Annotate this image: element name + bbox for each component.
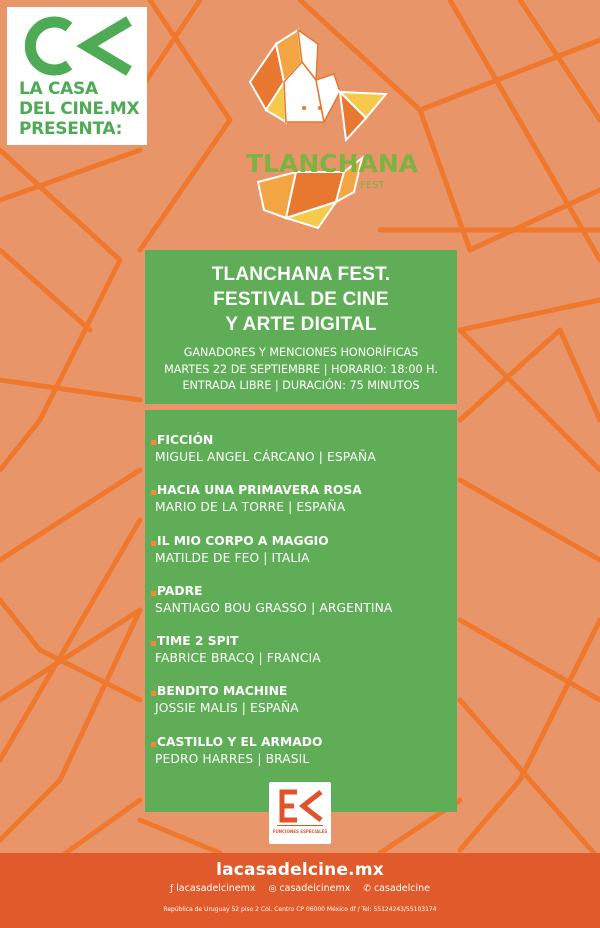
net-line [460, 700, 600, 860]
net-line [0, 150, 140, 200]
film-director-country: MATILDE DE FEO | ITALIA [155, 550, 310, 565]
net-line [450, 0, 600, 260]
event-title-line-3: Y ARTE DIGITAL [225, 314, 377, 335]
film-title: HACIA UNA PRIMAVERA ROSA [157, 483, 362, 498]
film-title: BENDITO MACHINE [157, 684, 288, 699]
list-item [154, 482, 454, 532]
net-line [460, 480, 600, 560]
film-director-country: MIGUEL ANGEL CÁRCANO | ESPAÑA [155, 450, 376, 464]
net-line [140, 0, 200, 90]
instagram-link[interactable] [269, 883, 351, 894]
fe-caption: FUNCIONES ESPECIALES [272, 829, 328, 834]
net-line [460, 780, 520, 850]
film-director-country: MARIO DE LA TORRE | ESPAÑA [155, 500, 346, 515]
net-line [0, 470, 140, 560]
facebook-icon: ƒ [169, 884, 174, 894]
list-item [154, 583, 454, 633]
website-link[interactable]: lacasadelcine.mx [216, 860, 384, 880]
net-line [460, 300, 600, 330]
facebook-link[interactable] [170, 883, 256, 894]
event-details [145, 345, 457, 395]
address-text: República de Uruguay 52 piso 2 Col. Centro CP 06000 México df / Tel: 55124243/55103174 [163, 906, 437, 913]
list-item [154, 533, 454, 583]
facebook-handle: lacasadelcinemx [176, 883, 256, 894]
list-item [154, 432, 454, 482]
fe-divider [277, 825, 323, 826]
social-links [0, 883, 600, 895]
film-title: CASTILLO Y EL ARMADO [157, 734, 323, 749]
film-title: TIME 2 SPIT [157, 634, 239, 649]
film-director-country: SANTIAGO BOU GRASSO | ARGENTINA [155, 600, 393, 615]
ck-logo-icon [21, 17, 133, 75]
event-detail-winners: GANADORES Y MENCIONES HONORÍFICAS [183, 346, 419, 359]
twitter-handle: casadelcine [373, 883, 431, 894]
net-line [0, 150, 120, 260]
logo-line-3: PRESENTA: [19, 119, 123, 139]
fest-logo-subtitle: FEST [360, 180, 385, 191]
film-title: IL MIO CORPO A MAGGIO [157, 533, 329, 548]
net-line [0, 420, 40, 470]
instagram-icon: ◎ [268, 884, 277, 894]
event-title-line-2: FESTIVAL DE CINE [213, 289, 389, 310]
film-title: PADRE [157, 583, 203, 598]
net-line [520, 0, 600, 120]
bullet-icon [151, 541, 156, 546]
net-line [560, 330, 600, 420]
net-line [0, 520, 140, 760]
event-info-panel [145, 250, 457, 404]
net-line [520, 620, 600, 780]
logo-text [19, 79, 147, 139]
funciones-especiales-logo [269, 782, 331, 844]
net-line [140, 120, 230, 250]
list-item [154, 633, 454, 683]
tlanchana-mermaid-logo [236, 22, 419, 240]
footer [0, 853, 600, 928]
logo-line-2: DEL CINE.MX [19, 99, 140, 119]
net-line [0, 780, 60, 840]
net-line [0, 250, 90, 330]
bullet-icon [151, 641, 156, 646]
bullet-icon [151, 691, 156, 696]
fest-logo-title: TLANCHANA [246, 149, 419, 178]
ek-logo-icon [277, 789, 323, 823]
net-line [140, 820, 220, 853]
event-detail-entry-duration: ENTRADA LIBRE | DURACIÓN: 75 MINUTOS [182, 379, 420, 392]
instagram-handle: casadelcinemx [279, 883, 351, 894]
net-line [40, 650, 140, 700]
film-director-country: FABRICE BRACQ | FRANCIA [155, 651, 321, 666]
film-director-country: PEDRO HARRES | BRASIL [155, 751, 310, 766]
bullet-icon [151, 490, 156, 495]
net-line [0, 600, 40, 650]
bullet-icon [151, 591, 156, 596]
film-director-country: JOSSIE MALIS | ESPAÑA [155, 701, 299, 716]
film-list-panel [145, 410, 457, 812]
list-item [154, 734, 454, 784]
net-line [470, 190, 600, 250]
film-list [154, 432, 454, 784]
net-line [0, 380, 140, 400]
twitter-link[interactable] [363, 883, 430, 894]
event-title [145, 262, 457, 337]
film-title: FICCIÓN [157, 433, 214, 447]
twitter-icon: ✆ [363, 884, 371, 894]
logo-line-1: LA CASA [19, 79, 98, 99]
bullet-icon [151, 440, 156, 445]
list-item [154, 683, 454, 733]
event-title-line-1: TLANCHANA FEST. [211, 264, 391, 285]
casa-del-cine-logo [7, 7, 147, 145]
event-detail-date-time: MARTES 22 DE SEPTIEMBRE | HORARIO: 18:00 H. [164, 362, 438, 376]
bullet-icon [151, 742, 156, 747]
